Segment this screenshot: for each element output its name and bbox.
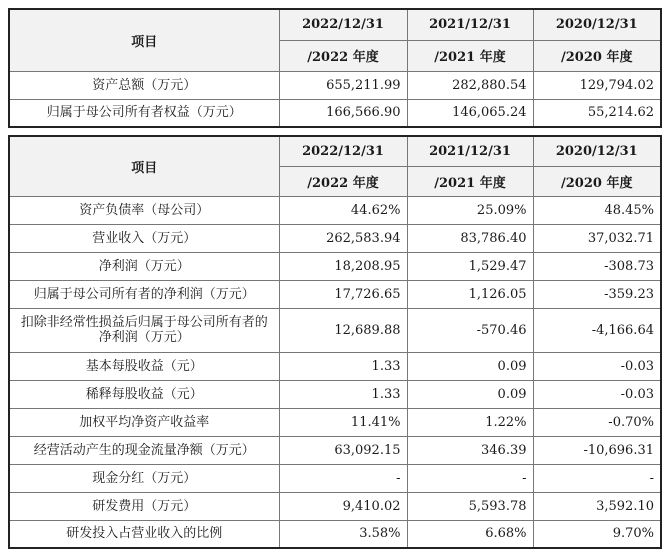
cell-value: 3.58%: [279, 520, 407, 548]
table-row: [9, 436, 661, 464]
row-label: 研发投入占营业收入的比例: [9, 520, 279, 548]
table-row: [9, 308, 661, 352]
cell-value: 17,726.65: [279, 280, 407, 308]
row-label: 扣除非经常性损益后归属于母公司所有者的净利润（万元）: [9, 308, 279, 352]
cell-value: 25.09%: [407, 196, 533, 224]
table-row: [9, 99, 661, 127]
cell-value: 9.70%: [533, 520, 661, 548]
table-row: [9, 408, 661, 436]
cell-value: 1,529.47: [407, 252, 533, 280]
cell-value: 129,794.02: [533, 71, 661, 99]
header-date-2020: 2020/12/31: [533, 136, 661, 166]
row-label: 研发费用（万元）: [9, 492, 279, 520]
cell-value: -10,696.31: [533, 436, 661, 464]
cell-value: 166,566.90: [279, 99, 407, 127]
cell-value: 0.09: [407, 380, 533, 408]
table-row: [9, 280, 661, 308]
row-label: 资产负债率（母公司）: [9, 196, 279, 224]
cell-value: 1.33: [279, 380, 407, 408]
cell-value: 6.68%: [407, 520, 533, 548]
cell-value: -0.70%: [533, 408, 661, 436]
table-row: [9, 252, 661, 280]
table-row: [9, 380, 661, 408]
header-row-dates: [9, 9, 661, 40]
cell-value: 3,592.10: [533, 492, 661, 520]
cell-value: 0.09: [407, 352, 533, 380]
row-label: 归属于母公司所有者的净利润（万元）: [9, 280, 279, 308]
row-label: 归属于母公司所有者权益（万元）: [9, 99, 279, 127]
row-label: 营业收入（万元）: [9, 224, 279, 252]
summary-table-assets: [8, 8, 662, 128]
cell-value: -359.23: [533, 280, 661, 308]
cell-value: -: [279, 464, 407, 492]
cell-value: 48.45%: [533, 196, 661, 224]
cell-value: 1.22%: [407, 408, 533, 436]
cell-value: 37,032.71: [533, 224, 661, 252]
header-date-2022: 2022/12/31: [279, 9, 407, 40]
row-label: 加权平均净资产收益率: [9, 408, 279, 436]
cell-value: -0.03: [533, 352, 661, 380]
row-label: 现金分红（万元）: [9, 464, 279, 492]
cell-value: 655,211.99: [279, 71, 407, 99]
table-row: [9, 352, 661, 380]
cell-value: -570.46: [407, 308, 533, 352]
cell-value: -0.03: [533, 380, 661, 408]
row-label: 稀释每股收益（元）: [9, 380, 279, 408]
cell-value: 282,880.54: [407, 71, 533, 99]
cell-value: 44.62%: [279, 196, 407, 224]
header-item: 项目: [9, 136, 279, 196]
header-year-2021: /2021 年度: [407, 40, 533, 71]
header-date-2020: 2020/12/31: [533, 9, 661, 40]
cell-value: 18,208.95: [279, 252, 407, 280]
cell-value: -: [407, 464, 533, 492]
cell-value: 1.33: [279, 352, 407, 380]
header-year-2020: /2020 年度: [533, 166, 661, 196]
cell-value: 146,065.24: [407, 99, 533, 127]
cell-value: 12,689.88: [279, 308, 407, 352]
cell-value: -308.73: [533, 252, 661, 280]
cell-value: 262,583.94: [279, 224, 407, 252]
cell-value: -4,166.64: [533, 308, 661, 352]
header-year-2022: /2022 年度: [279, 40, 407, 71]
cell-value: -: [533, 464, 661, 492]
cell-value: 1,126.05: [407, 280, 533, 308]
table-row: [9, 492, 661, 520]
table-row: [9, 196, 661, 224]
header-item: 项目: [9, 9, 279, 71]
header-date-2021: 2021/12/31: [407, 9, 533, 40]
cell-value: 9,410.02: [279, 492, 407, 520]
cell-value: 83,786.40: [407, 224, 533, 252]
cell-value: 11.41%: [279, 408, 407, 436]
row-label: 资产总额（万元）: [9, 71, 279, 99]
header-date-2021: 2021/12/31: [407, 136, 533, 166]
cell-value: 5,593.78: [407, 492, 533, 520]
table-row: [9, 464, 661, 492]
row-label: 经营活动产生的现金流量净额（万元）: [9, 436, 279, 464]
cell-value: 55,214.62: [533, 99, 661, 127]
cell-value: 63,092.15: [279, 436, 407, 464]
header-year-2021: /2021 年度: [407, 166, 533, 196]
header-year-2020: /2020 年度: [533, 40, 661, 71]
table-row: [9, 520, 661, 548]
header-year-2022: /2022 年度: [279, 166, 407, 196]
summary-table-financials: [8, 135, 662, 549]
header-row-dates: [9, 136, 661, 166]
table-row: [9, 224, 661, 252]
row-label: 基本每股收益（元）: [9, 352, 279, 380]
header-date-2022: 2022/12/31: [279, 136, 407, 166]
table-row: [9, 71, 661, 99]
cell-value: 346.39: [407, 436, 533, 464]
row-label: 净利润（万元）: [9, 252, 279, 280]
